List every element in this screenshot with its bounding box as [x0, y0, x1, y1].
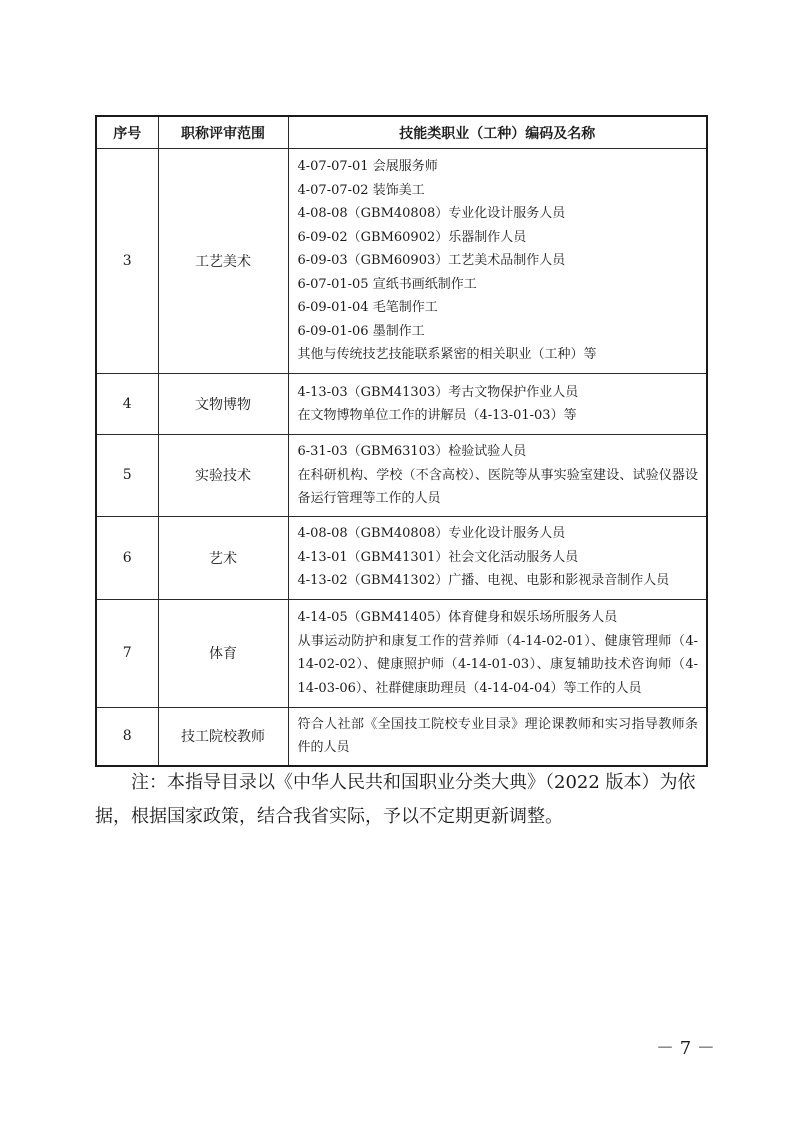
- table-row: [96, 435, 707, 517]
- row-occupations: [288, 516, 707, 599]
- row-number: 6: [96, 516, 158, 599]
- occupation-table-container: [95, 115, 706, 767]
- header-serial-number: 序号: [96, 116, 158, 149]
- occupation-item: 符合人社部《全国技工院校专业目录》理论课教师和实习指导教师条件的人员: [297, 716, 698, 755]
- occupation-item: 4-07-07-01 会展服务师: [297, 159, 438, 175]
- row-scope: 工艺美术: [158, 149, 288, 374]
- row-occupations: [288, 707, 707, 766]
- row-number: 7: [96, 599, 158, 707]
- occupation-item: 6-09-01-04 毛笔制作工: [297, 300, 438, 316]
- occupation-item: 4-13-02（GBM41302）广播、电视、电影和影视录音制作人员: [297, 573, 670, 589]
- row-occupations: [288, 435, 707, 517]
- row-occupations: [288, 149, 707, 374]
- occupation-item: 4-08-08（GBM40808）专业化设计服务人员: [297, 526, 566, 542]
- row-occupations: [288, 374, 707, 435]
- header-evaluation-scope: 职称评审范围: [158, 116, 288, 149]
- table-header-row: [96, 116, 707, 149]
- table-row: [96, 516, 707, 599]
- occupation-item: 4-13-03（GBM41303）考古文物保护作业人员: [297, 384, 579, 400]
- occupation-item: 在科研机构、学校（不含高校）、医院等从事实验室建设、试验仪器设备运行管理等工作的人员: [297, 467, 698, 506]
- footnote: [95, 766, 715, 834]
- occupation-item: 6-31-03（GBM63103）检验试验人员: [297, 444, 527, 459]
- table-row: [96, 599, 707, 707]
- occupation-item: 其他与传统技艺技能联系紧密的相关职业（工种）等: [297, 347, 597, 363]
- row-scope: 文物博物: [158, 374, 288, 435]
- row-number: 5: [96, 435, 158, 517]
- occupation-item: 6-09-03（GBM60903）工艺美术品制作人员: [297, 253, 566, 269]
- row-scope: 体育: [158, 599, 288, 707]
- row-number: 3: [96, 149, 158, 374]
- table-row: [96, 149, 707, 374]
- footnote-text: 注：本指导目录以《中华人民共和国职业分类大典》（2022 版本）为依据，根据国家政策，结合我省实际，予以不定期更新调整。: [95, 772, 696, 827]
- occupation-item: 4-07-07-02 装饰美工: [297, 182, 425, 198]
- row-number: 8: [96, 707, 158, 766]
- row-scope: 实验技术: [158, 435, 288, 517]
- occupation-item: 从事运动防护和康复工作的营养师（4-14-02-01）、健康管理师（4-14-02-02）、健康照护师（4-14-01-03）、康复辅助技术咨询师（4-14-03-06）、社群健康助理员（4-14-04-04）等工作的人员: [297, 633, 698, 696]
- occupation-item: 在文物博物单位工作的讲解员（4-13-01-03）等: [297, 408, 577, 423]
- occupation-item: 6-09-02（GBM60902）乐器制作人员: [297, 229, 527, 245]
- row-scope: 技工院校教师: [158, 707, 288, 766]
- occupation-item: 4-13-01（GBM41301）社会文化活动服务人员: [297, 549, 579, 565]
- occupation-item: 6-09-01-06 墨制作工: [297, 323, 425, 339]
- page-number: － 7 －: [656, 1038, 715, 1059]
- occupation-item: 4-14-05（GBM41405）体育健身和娱乐场所服务人员: [297, 610, 618, 625]
- row-occupations: [288, 599, 707, 707]
- row-number: 4: [96, 374, 158, 435]
- header-occupation-codes: 技能类职业（工种）编码及名称: [288, 116, 707, 149]
- table-row: [96, 707, 707, 766]
- row-scope: 艺术: [158, 516, 288, 599]
- occupation-item: 4-08-08（GBM40808）专业化设计服务人员: [297, 206, 566, 222]
- occupation-item: 6-07-01-05 宣纸书画纸制作工: [297, 276, 477, 292]
- occupation-table: [95, 115, 708, 767]
- table-row: [96, 374, 707, 435]
